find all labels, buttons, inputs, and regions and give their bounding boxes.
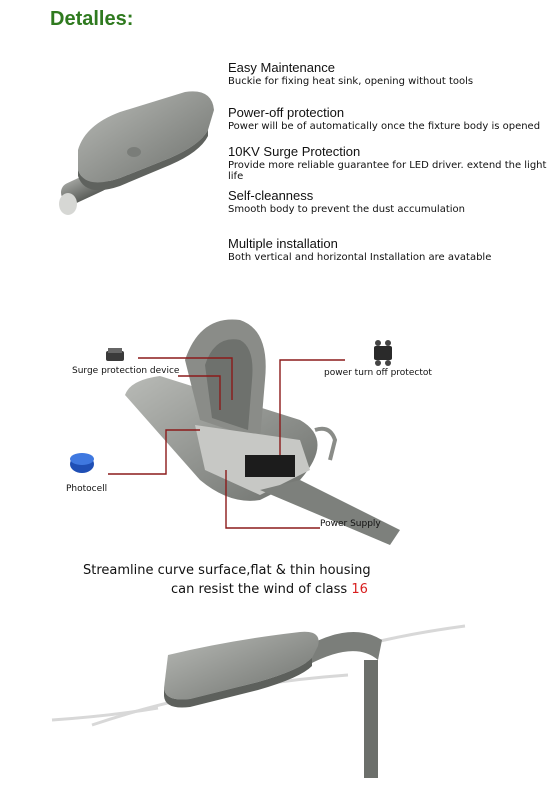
feature-heading: Self-cleanness: [228, 188, 314, 203]
feature-heading: 10KV Surge Protection: [228, 144, 361, 159]
feature-description: Both vertical and horizontal Installation are avatable: [228, 252, 492, 263]
power-off-label: power turn off protectot: [324, 368, 432, 378]
slogan-prefix: can resist the wind of class: [171, 582, 352, 597]
feature-heading: Easy Maintenance: [228, 60, 335, 75]
page-title: Detalles:: [50, 8, 134, 30]
feature-heading: Multiple installation: [228, 236, 338, 251]
power-supply-label: Power Supply: [320, 519, 381, 529]
surge-device-icon: [106, 348, 124, 361]
slogan-line-2: [171, 582, 368, 597]
feature-description: Provide more reliable guarantee for LED driver. extend the light life: [228, 160, 547, 182]
power-off-switch-icon: [374, 340, 392, 366]
feature-description: Buckie for fixing heat sink, opening without tools: [228, 76, 474, 87]
feature-description: Smooth body to prevent the dust accumulation: [228, 204, 465, 215]
slogan-line-1: Streamline curve surface,flat & thin housing: [83, 563, 371, 578]
wind-class-number: 16: [351, 582, 368, 597]
photocell-icon: [70, 453, 94, 473]
surge-protection-label: Surge protection device: [72, 366, 180, 376]
pole-luminaire-image: [52, 626, 465, 778]
luminaire-top-image: [58, 91, 214, 215]
feature-heading: Power-off protection: [228, 105, 345, 120]
photocell-label: Photocell: [66, 484, 108, 494]
feature-description: Power will be of automatically once the fixture body is opened: [228, 121, 541, 132]
